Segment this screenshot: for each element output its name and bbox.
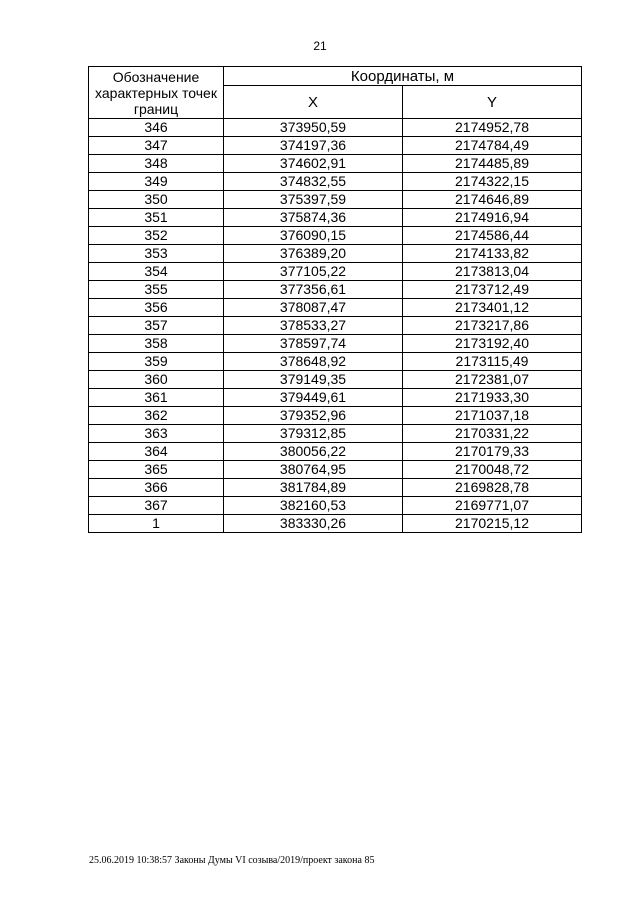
- x-cell: 374197,36: [224, 137, 403, 155]
- x-cell: 376389,20: [224, 245, 403, 263]
- point-cell: 353: [89, 245, 224, 263]
- y-cell: 2170331,22: [403, 425, 582, 443]
- x-cell: 379352,96: [224, 407, 403, 425]
- point-cell: 350: [89, 191, 224, 209]
- y-cell: 2170179,33: [403, 443, 582, 461]
- table-row: [89, 461, 582, 479]
- table-row: [89, 515, 582, 533]
- point-cell: 1: [89, 515, 224, 533]
- y-cell: 2174133,82: [403, 245, 582, 263]
- table-row: [89, 227, 582, 245]
- y-cell: 2174952,78: [403, 119, 582, 137]
- y-cell: 2174916,94: [403, 209, 582, 227]
- y-cell: 2173712,49: [403, 281, 582, 299]
- x-cell: 380056,22: [224, 443, 403, 461]
- x-cell: 373950,59: [224, 119, 403, 137]
- point-cell: 356: [89, 299, 224, 317]
- footer-stamp: 25.06.2019 10:38:57 Законы Думы VI созыва/2019/проект закона 85: [89, 855, 375, 866]
- point-cell: 359: [89, 353, 224, 371]
- table-row: [89, 497, 582, 515]
- point-cell: 346: [89, 119, 224, 137]
- y-cell: 2171933,30: [403, 389, 582, 407]
- y-cell: 2174586,44: [403, 227, 582, 245]
- table-row: [89, 425, 582, 443]
- point-cell: 351: [89, 209, 224, 227]
- point-cell: 358: [89, 335, 224, 353]
- y-cell: 2170048,72: [403, 461, 582, 479]
- table-body: [89, 119, 582, 533]
- y-cell: 2174646,89: [403, 191, 582, 209]
- x-cell: 378087,47: [224, 299, 403, 317]
- coordinates-table: [88, 66, 582, 533]
- x-cell: 375397,59: [224, 191, 403, 209]
- table-header: [89, 67, 582, 119]
- x-cell: 374832,55: [224, 173, 403, 191]
- point-cell: 348: [89, 155, 224, 173]
- x-cell: 374602,91: [224, 155, 403, 173]
- x-cell: 378597,74: [224, 335, 403, 353]
- point-cell: 366: [89, 479, 224, 497]
- y-cell: 2173813,04: [403, 263, 582, 281]
- point-cell: 347: [89, 137, 224, 155]
- x-cell: 380764,95: [224, 461, 403, 479]
- table-row: [89, 245, 582, 263]
- x-cell: 379149,35: [224, 371, 403, 389]
- table-row: [89, 443, 582, 461]
- header-coords-label: Координаты, м: [224, 67, 582, 86]
- y-cell: 2169828,78: [403, 479, 582, 497]
- table-row: [89, 317, 582, 335]
- x-cell: 376090,15: [224, 227, 403, 245]
- y-cell: 2171037,18: [403, 407, 582, 425]
- table-row: [89, 263, 582, 281]
- table-row: [89, 155, 582, 173]
- table-row: [89, 299, 582, 317]
- y-cell: 2173217,86: [403, 317, 582, 335]
- table-row: [89, 407, 582, 425]
- header-row-1: [89, 67, 582, 86]
- point-cell: 362: [89, 407, 224, 425]
- x-cell: 377356,61: [224, 281, 403, 299]
- y-cell: 2170215,12: [403, 515, 582, 533]
- table-row: [89, 173, 582, 191]
- point-cell: 363: [89, 425, 224, 443]
- point-cell: 349: [89, 173, 224, 191]
- y-cell: 2173401,12: [403, 299, 582, 317]
- table-row: [89, 191, 582, 209]
- table-row: [89, 209, 582, 227]
- x-cell: 383330,26: [224, 515, 403, 533]
- x-cell: 378648,92: [224, 353, 403, 371]
- y-cell: 2174322,15: [403, 173, 582, 191]
- point-cell: 355: [89, 281, 224, 299]
- table-row: [89, 479, 582, 497]
- y-cell: 2169771,07: [403, 497, 582, 515]
- point-cell: 357: [89, 317, 224, 335]
- y-cell: 2173192,40: [403, 335, 582, 353]
- x-cell: 377105,22: [224, 263, 403, 281]
- header-point-label: Обозначение характерных точек границ: [89, 67, 224, 119]
- y-cell: 2174784,49: [403, 137, 582, 155]
- table-row: [89, 119, 582, 137]
- point-cell: 361: [89, 389, 224, 407]
- table-row: [89, 389, 582, 407]
- y-cell: 2173115,49: [403, 353, 582, 371]
- table-row: [89, 281, 582, 299]
- point-cell: 367: [89, 497, 224, 515]
- point-cell: 360: [89, 371, 224, 389]
- x-cell: 375874,36: [224, 209, 403, 227]
- table-row: [89, 371, 582, 389]
- x-cell: 379312,85: [224, 425, 403, 443]
- table-row: [89, 137, 582, 155]
- x-cell: 379449,61: [224, 389, 403, 407]
- y-cell: 2172381,07: [403, 371, 582, 389]
- x-cell: 382160,53: [224, 497, 403, 515]
- point-cell: 352: [89, 227, 224, 245]
- table-row: [89, 353, 582, 371]
- x-cell: 381784,89: [224, 479, 403, 497]
- point-cell: 354: [89, 263, 224, 281]
- x-cell: 378533,27: [224, 317, 403, 335]
- header-x-label: X: [224, 86, 403, 119]
- point-cell: 365: [89, 461, 224, 479]
- y-cell: 2174485,89: [403, 155, 582, 173]
- table-row: [89, 335, 582, 353]
- header-y-label: Y: [403, 86, 582, 119]
- point-cell: 364: [89, 443, 224, 461]
- page-number: 21: [313, 39, 327, 53]
